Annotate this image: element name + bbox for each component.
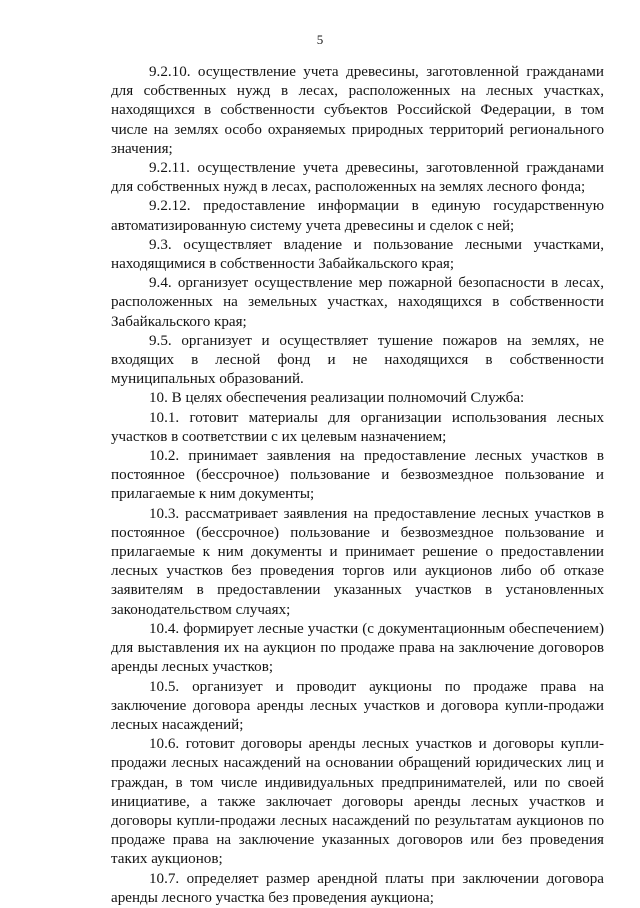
- paragraph-10-6: 10.6. готовит договоры аренды лесных участков и договоры купли-продажи лесных насаждений на основании обращений юридических лиц и граждан, в том числе индивидуальных предпринимателей, или по своей инициативе, а также заключает договоры аренды лесных участков и договоры купли-продажи лесных насаждений по результатам аукционов по продаже права на заключение указанных договоров или без проведения таких аукционов;: [111, 736, 604, 868]
- paragraph-10-5: 10.5. организует и проводит аукционы по продаже права на заключение договора аренды лесных участков и договора купли-продажи лесных насаждений;: [111, 678, 604, 733]
- paragraph-10-2: 10.2. принимает заявления на предоставление лесных участков в постоянное (бессрочное) пользование и безвозмездное пользование и прилагаемые к ним документы;: [111, 448, 604, 503]
- paragraph-9-2-12: 9.2.12. предоставление информации в единую государственную автоматизированную систему учета древесины и сделок с ней;: [111, 198, 604, 234]
- paragraph-10-4: 10.4. формирует лесные участки (с документационным обеспечением) для выставления их на аукцион по продаже права на заключение договоров аренды лесных участков;: [111, 620, 604, 676]
- paragraph-9-2-10: 9.2.10. осуществление учета древесины, заготовленной гражданами для собственных нужд в лесах, расположенных на лесных участках, находящихся в собственности субъектов Российской Федерации, в том числе на землях особо охраняемых природных территорий регионального значения;: [111, 64, 604, 157]
- paragraph-10-7: 10.7. определяет размер арендной платы при заключении договора аренды лесного участка без проведения аукциона;: [111, 870, 604, 906]
- page-number: 5: [316, 32, 324, 47]
- paragraph-9-2-11: 9.2.11. осуществление учета древесины, заготовленной гражданами для собственных нужд в лесах, расположенных на землях лесного фонда;: [111, 160, 604, 196]
- paragraph-9-4: 9.4. организует осуществление мер пожарной безопасности в лесах, расположенных на земельных участках, находящихся в собственности Забайкальского края;: [111, 275, 604, 330]
- paragraph-9-3: 9.3. осуществляет владение и пользование лесными участками, находящимися в собственности Забайкальского края;: [111, 236, 604, 273]
- paragraph-9-5: 9.5. организует и осуществляет тушение пожаров на землях, не входящих в лесной фонд и не находящихся в собственности муниципальных образований.: [111, 332, 604, 388]
- paragraph-10: 10. В целях обеспечения реализации полномочий Служба:: [149, 390, 525, 407]
- document-body: [111, 63, 604, 908]
- paragraph-10-1: 10.1. готовит материалы для организации использования лесных участков в соответствии с их целевым назначением;: [111, 409, 604, 445]
- paragraph-10-3: 10.3. рассматривает заявления на предоставление лесных участков в постоянное (бессрочное) пользование и безвозмездное пользование и прилагаемые к ним документы и принимает решение о предоставлении лесных участков без проведения торгов или аукционов либо об отказе заявителям в предоставлении указанных участков в установленных законодательством случаях;: [111, 505, 604, 618]
